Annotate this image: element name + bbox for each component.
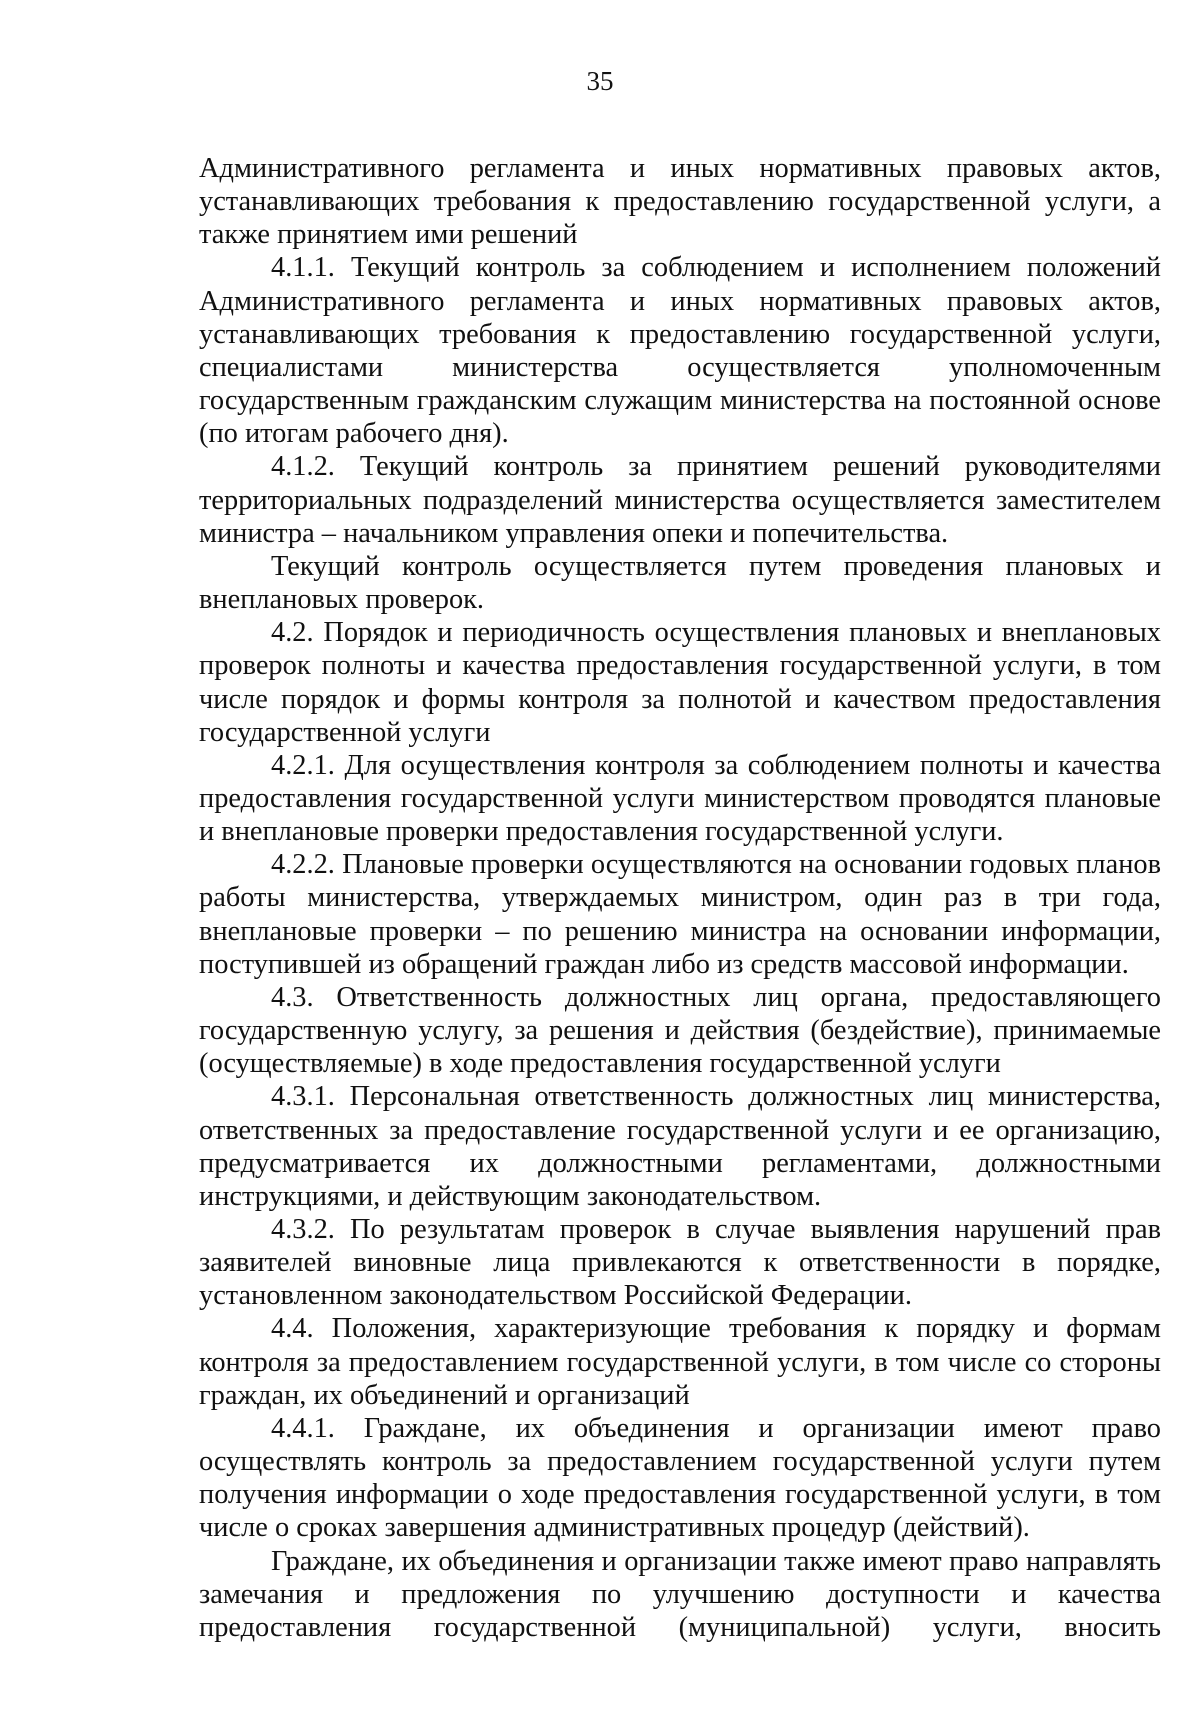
paragraph: 4.4.1. Граждане, их объединения и организации имеют право осуществлять контроль за предоставлением государственной услуги путем получения информации о ходе предоставления государственной услуги, в том числе о сроках завершения административных процедур (действий). [199, 1412, 1161, 1544]
paragraph: 4.2.2. Плановые проверки осуществляются на основании годовых планов работы министерства, утверждаемых министром, один раз в три года, внеплановые проверки – по решению министра на основании информации, поступившей из обращений граждан либо из средств массовой информации. [199, 849, 1161, 980]
paragraph: 4.1.1. Текущий контроль за соблюдением и исполнением положений Административного регламента и иных нормативных правовых актов, устанавливающих требования к предоставлению государственной услуги, специалистами министерства осуществляется уполномоченным государственным гражданским служащим министерства на постоянной основе (по итогам рабочего дня). [199, 252, 1161, 450]
paragraph: 4.3. Ответственность должностных лиц органа, предоставляющего государственную услугу, за решения и действия (бездействие), принимаемые (осуществляемые) в ходе предоставления государственной услуги [199, 981, 1161, 1080]
paragraph: Граждане, их объединения и организации также имеют право направлять замечания и предложения по улучшению доступности и качества предоставления государственной (муниципальной) услуги, вносить [199, 1545, 1161, 1643]
paragraph: 4.3.1. Персональная ответственность должностных лиц министерства, ответственных за предоставление государственной услуги и ее организацию, предусматривается их должностными регламентами, должностными инструкциями, и действующим законодательством. [199, 1081, 1161, 1212]
paragraph: Текущий контроль осуществляется путем проведения плановых и внеплановых проверок. [199, 550, 1161, 616]
paragraph: 4.4. Положения, характеризующие требования к порядку и формам контроля за предоставлением государственной услуги, в том числе со стороны граждан, их объединений и организаций [199, 1313, 1161, 1411]
paragraph: Административного регламента и иных нормативных правовых актов, устанавливающих требования к предоставлению государственной услуги, а также принятием ими решений [199, 153, 1161, 251]
document-body [199, 152, 1161, 1644]
page-number: 35 [586, 66, 614, 96]
paragraph: 4.1.2. Текущий контроль за принятием решений руководителями территориальных подразделений министерства осуществляется заместителем министра – начальником управления опеки и попечительства. [199, 451, 1161, 549]
paragraph: 4.2.1. Для осуществления контроля за соблюдением полноты и качества предоставления государственной услуги министерством проводятся плановые и внеплановые проверки предоставления государственной услуги. [199, 749, 1161, 848]
paragraph: 4.3.2. По результатам проверок в случае выявления нарушений прав заявителей виновные лица привлекаются к ответственности в порядке, установленном законодательством Российской Федерации. [199, 1214, 1161, 1312]
paragraph: 4.2. Порядок и периодичность осуществления плановых и внеплановых проверок полноты и качества предоставления государственной услуги, в том числе порядок и формы контроля за полнотой и качеством предоставления государственной услуги [199, 617, 1161, 748]
